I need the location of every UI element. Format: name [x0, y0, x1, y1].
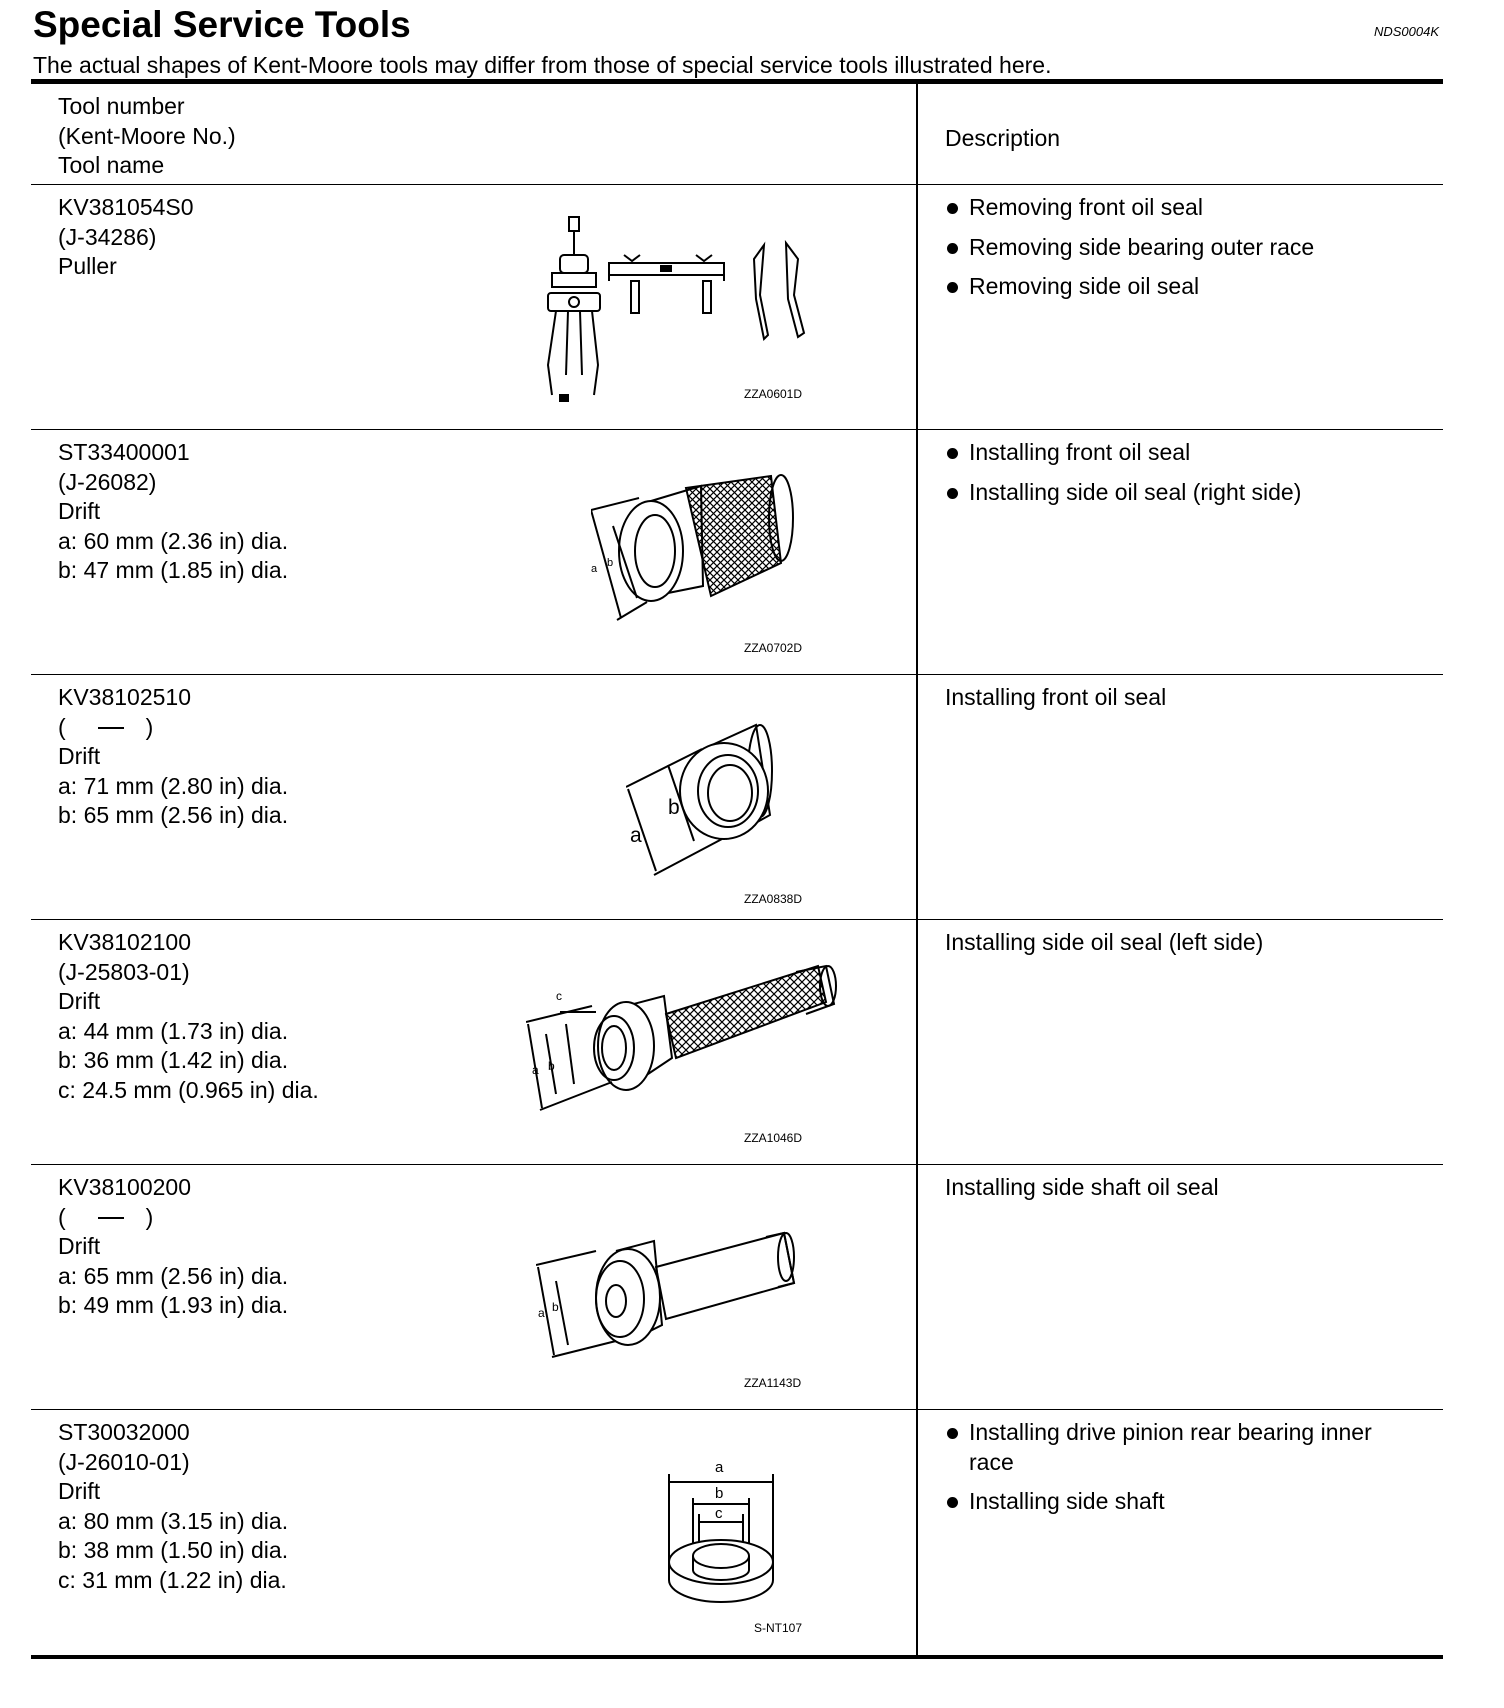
dim-label-a: a — [532, 1063, 539, 1077]
header-description-cell — [917, 82, 1443, 185]
description-cell — [917, 1410, 1443, 1657]
dimension-b: b: 38 mm (1.50 in) dia. — [58, 1537, 289, 1563]
tool-cell — [31, 430, 917, 675]
dimension-b: b: 36 mm (1.42 in) dia. — [58, 1047, 289, 1073]
puller-illustration — [536, 215, 881, 410]
description-list — [945, 193, 1443, 302]
kent-moore-number: (J-25803-01) — [58, 958, 190, 985]
header-kent-moore: (Kent-Moore No.) — [58, 122, 236, 149]
header-tool-cell — [31, 82, 917, 185]
dimension-a: a: 71 mm (2.80 in) dia. — [58, 772, 289, 799]
dim-label-b: b — [548, 1059, 555, 1073]
description-list — [945, 1418, 1443, 1517]
table-row — [31, 1165, 1443, 1410]
tool-name: Drift — [58, 743, 101, 769]
tool-cell — [31, 675, 917, 920]
description-item: Installing side shaft — [945, 1487, 1443, 1517]
description-list — [945, 438, 1443, 507]
description-text: Installing side oil seal (left side) — [945, 929, 1264, 955]
description-text: Installing side shaft oil seal — [945, 1174, 1219, 1200]
description-cell — [917, 920, 1443, 1165]
tool-number: ST33400001 — [58, 439, 190, 465]
tool-number: KV38102510 — [58, 684, 192, 710]
table-row — [31, 430, 1443, 675]
tool-cell — [31, 1165, 917, 1410]
description-cell — [917, 1165, 1443, 1410]
kent-moore-number: ( ) — [58, 713, 154, 740]
dimension-c: c: 31 mm (1.22 in) dia. — [58, 1566, 287, 1593]
tool-cell — [31, 920, 917, 1165]
dimension-b: b: 49 mm (1.93 in) dia. — [58, 1292, 289, 1318]
drift-illustration — [526, 962, 881, 1157]
description-cell — [917, 675, 1443, 920]
header-tool-name: Tool name — [58, 152, 165, 178]
description-item: Installing front oil seal — [945, 438, 1443, 468]
header-description: Description — [945, 125, 1061, 151]
tool-name: Drift — [58, 1478, 101, 1504]
page-note: The actual shapes of Kent-Moore tools may differ from those of special service tools illustrated here. — [33, 52, 1052, 78]
tool-name: Puller — [58, 253, 117, 279]
dim-label-c: c — [556, 989, 562, 1003]
drift-illustration — [591, 468, 881, 663]
table-row — [31, 1410, 1443, 1657]
dim-label-a: a — [538, 1306, 545, 1320]
tool-number: KV381054S0 — [58, 194, 194, 220]
tool-cell — [31, 185, 917, 430]
dim-label-b: b — [607, 557, 614, 569]
dimension-c: c: 24.5 mm (0.965 in) dia. — [58, 1076, 319, 1103]
dimension-b: b: 47 mm (1.85 in) dia. — [58, 557, 289, 583]
table-row — [31, 920, 1443, 1165]
description-item: Installing drive pinion rear bearing inner race — [945, 1418, 1443, 1477]
tool-number: KV38100200 — [58, 1174, 192, 1200]
drift-illustration — [536, 1207, 881, 1402]
table-row — [31, 185, 1443, 430]
dimension-a: a: 60 mm (2.36 in) dia. — [58, 527, 289, 554]
tool-number: KV38102100 — [58, 929, 192, 955]
description-item: Removing front oil seal — [945, 193, 1443, 223]
figure-code: S-NT107 — [754, 1621, 803, 1635]
tool-name: Drift — [58, 498, 101, 524]
dim-label-b: b — [668, 796, 680, 819]
page-title: Special Service Tools — [33, 4, 411, 45]
description-item: Removing side bearing outer race — [945, 233, 1443, 263]
header-tool-number: Tool number — [58, 93, 185, 119]
tool-name: Drift — [58, 988, 101, 1014]
dim-label-c: c — [715, 1505, 723, 1522]
kent-moore-number: (J-26082) — [58, 468, 157, 495]
section-code: NDS0004K — [1373, 24, 1439, 39]
tool-cell — [31, 1410, 917, 1657]
figure-code: ZZA0838D — [744, 892, 803, 906]
dimension-b: b: 65 mm (2.56 in) dia. — [58, 802, 289, 828]
figure-code: ZZA1143D — [744, 1376, 802, 1390]
dimension-a: a: 65 mm (2.56 in) dia. — [58, 1262, 289, 1289]
drift-illustration — [651, 1452, 881, 1647]
description-item: Removing side oil seal — [945, 272, 1443, 302]
table-header-row — [31, 82, 1443, 185]
figure-code: ZZA0601D — [744, 387, 803, 401]
dimension-a: a: 44 mm (1.73 in) dia. — [58, 1017, 289, 1044]
drift-illustration — [626, 715, 886, 910]
table-row — [31, 675, 1443, 920]
dim-label-a: a — [715, 1459, 724, 1476]
tool-number: ST30032000 — [58, 1419, 190, 1445]
dim-label-a: a — [630, 824, 642, 847]
dimension-a: a: 80 mm (3.15 in) dia. — [58, 1507, 289, 1534]
kent-moore-number: (J-34286) — [58, 223, 157, 250]
dim-label-a: a — [591, 563, 598, 575]
kent-moore-number: (J-26010-01) — [58, 1448, 190, 1475]
tools-table — [31, 79, 1443, 1659]
description-cell — [917, 430, 1443, 675]
description-item: Installing side oil seal (right side) — [945, 478, 1443, 508]
figure-code: ZZA0702D — [744, 641, 803, 655]
dim-label-b: b — [715, 1485, 724, 1502]
tool-name: Drift — [58, 1233, 101, 1259]
description-text: Installing front oil seal — [945, 684, 1167, 710]
description-cell — [917, 185, 1443, 430]
dim-label-b: b — [552, 1300, 559, 1314]
figure-code: ZZA1046D — [744, 1131, 803, 1145]
kent-moore-number: ( ) — [58, 1203, 154, 1230]
